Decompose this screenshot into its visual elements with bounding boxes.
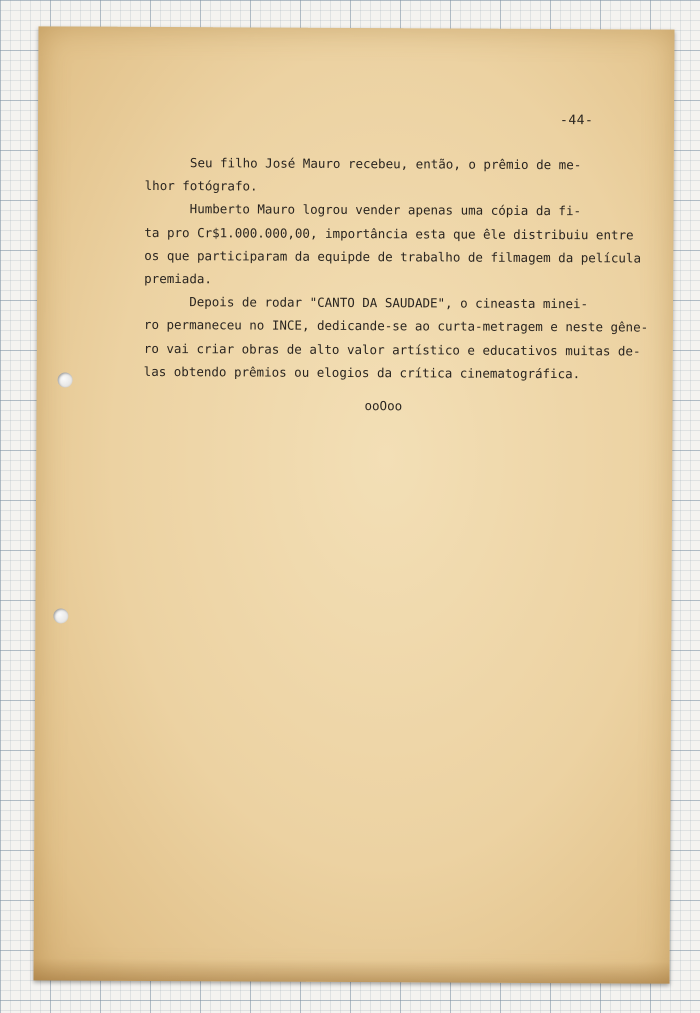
text-line: las obtendo prêmios ou elogios da crítica cinematográfica. (143, 363, 581, 381)
text-line: Depois de rodar "CANTO DA SAUDADE", o cineasta minei- (144, 294, 589, 312)
text-line: ta pro Cr$1.000.000,00, importância esta que êle distribuiu entre (144, 224, 634, 243)
body-text (144, 151, 665, 386)
text-line: Seu filho José Mauro recebeu, então, o prêmio de me- (144, 154, 582, 173)
punch-hole (53, 608, 68, 623)
text-line: ro permaneceu no INCE, dedicande-se ao curta-metragem e neste gêne- (143, 317, 649, 335)
text-line: ro vai criar obras de alto valor artístico e educativos muitas de- (143, 340, 641, 358)
page-number: -44- (559, 113, 594, 129)
text-line: premiada. (144, 270, 212, 287)
punch-hole (58, 372, 73, 387)
text-line: lhor fotógrafo. (144, 178, 258, 194)
document-page (34, 26, 675, 983)
text-line: Humberto Mauro logrou vender apenas uma cópia da fi- (144, 201, 582, 219)
text-line: os que participaram da equipde de trabalho de filmagem da película (144, 247, 642, 266)
section-ornament: ooOoo (364, 398, 403, 414)
